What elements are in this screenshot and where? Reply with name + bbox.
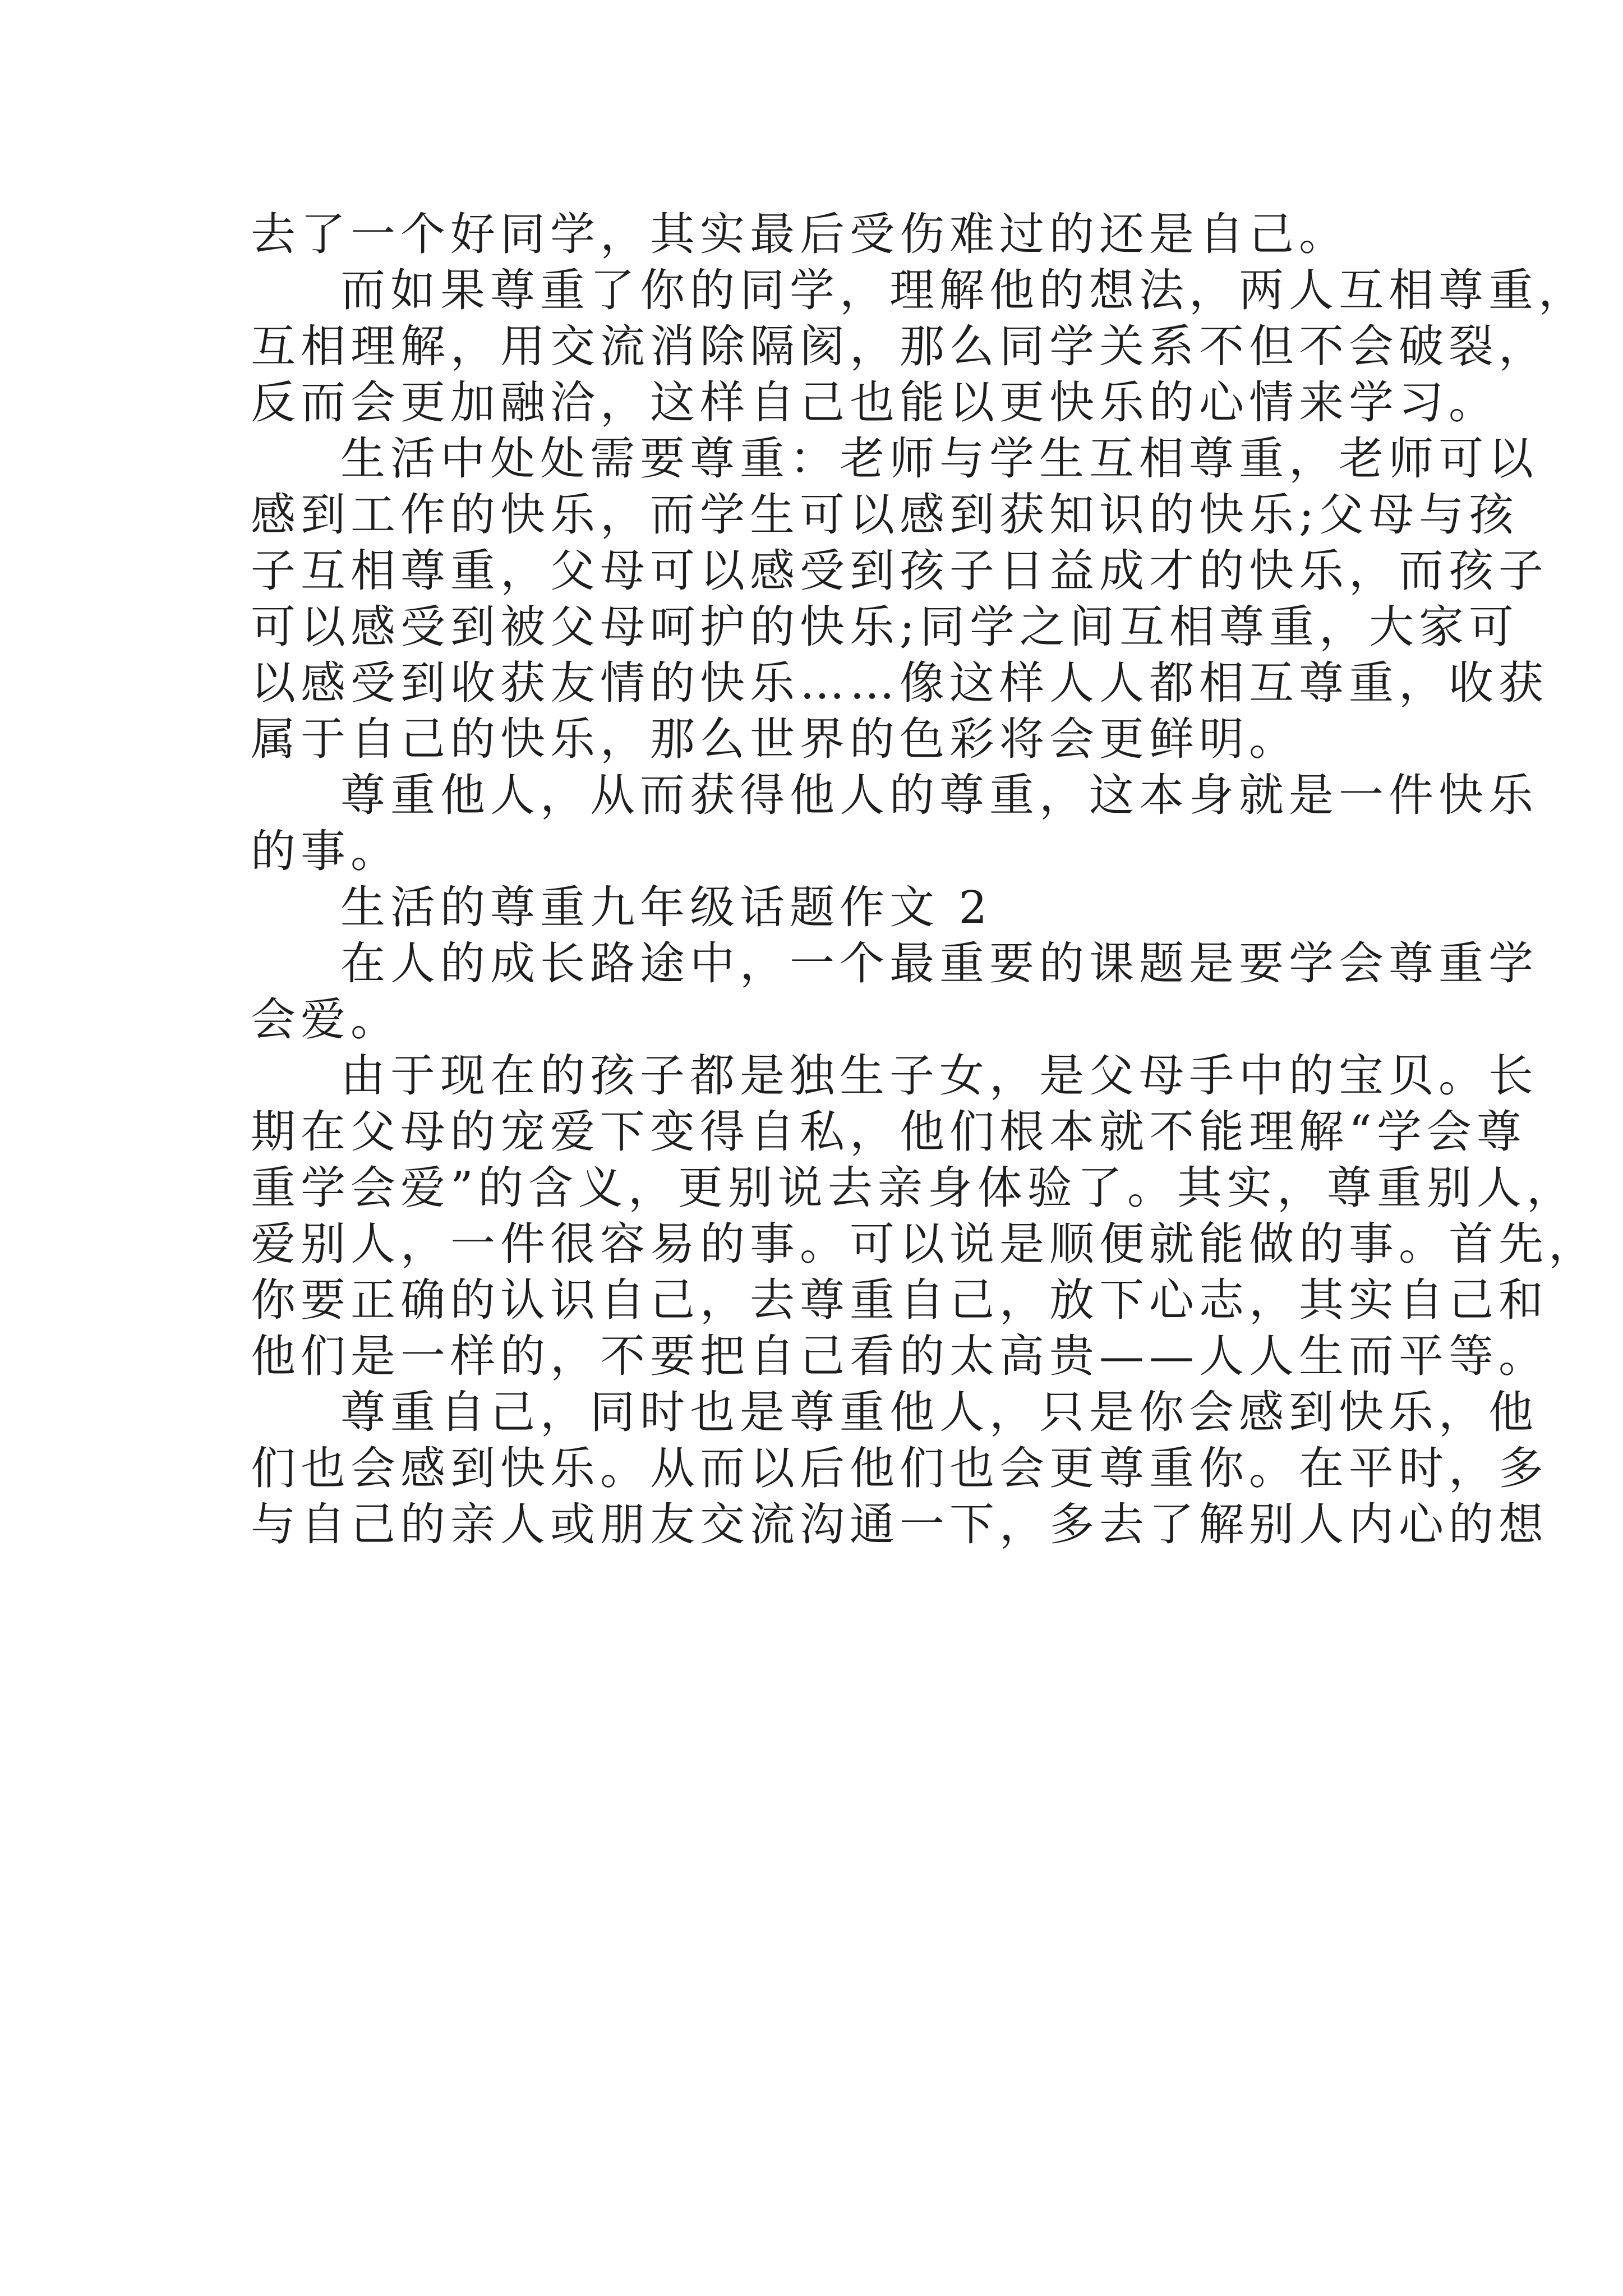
section-heading: 生活的尊重九年级话题作文 2	[340, 881, 993, 933]
text-line: 互相理解，用交流消除隔阂，那么同学关系不但不会破裂，	[251, 320, 1548, 372]
text-line: 爱别人，一件很容易的事。可以说是顺便就能做的事。首先，	[251, 1218, 1598, 1270]
text-line: 尊重自己，同时也是尊重他人，只是你会感到快乐，他	[340, 1386, 1538, 1438]
text-line: 属于自己的快乐，那么世界的色彩将会更鲜明。	[251, 713, 1299, 765]
text-line: 在人的成长路途中，一个最重要的课题是要学会尊重学	[340, 937, 1538, 990]
text-line: 去了一个好同学，其实最后受伤难过的还是自己。	[251, 208, 1349, 260]
text-line: 可以感受到被父母呵护的快乐;同学之间互相尊重，大家可	[251, 601, 1519, 653]
text-line: 的事。	[251, 825, 400, 877]
text-line: 生活中处处需要尊重：老师与学生互相尊重，老师可以	[340, 432, 1538, 485]
text-line: 子互相尊重，父母可以感受到孩子日益成才的快乐，而孩子	[251, 545, 1548, 597]
text-line: 与自己的亲人或朋友交流沟通一下，多去了解别人内心的想	[251, 1498, 1548, 1550]
text-line: 而如果尊重了你的同学，理解他的想法，两人互相尊重，	[340, 264, 1588, 316]
text-line: 会爱。	[251, 993, 400, 1046]
text-line: 由于现在的孩子都是独生子女，是父母手中的宝贝。长	[340, 1050, 1538, 1102]
text-line: 重学会爱”的含义，更别说去亲身体验了。其实，尊重别人，	[251, 1162, 1576, 1214]
text-line: 他们是一样的，不要把自己看的太高贵——人人生而平等。	[251, 1330, 1548, 1382]
text-line: 们也会感到快乐。从而以后他们也会更尊重你。在平时，多	[251, 1442, 1548, 1494]
text-line: 反而会更加融洽，这样自己也能以更快乐的心情来学习。	[251, 376, 1498, 429]
text-line: 你要正确的认识自己，去尊重自己，放下心志，其实自己和	[251, 1274, 1548, 1326]
text-line: 期在父母的宠爱下变得自私，他们根本就不能理解“学会尊	[251, 1106, 1527, 1158]
text-line: 尊重他人，从而获得他人的尊重，这本身就是一件快乐	[340, 769, 1538, 821]
text-line: 感到工作的快乐，而学生可以感到获知识的快乐;父母与孩	[251, 489, 1519, 541]
text-line: 以感受到收获友情的快乐……像这样人人都相互尊重，收获	[251, 657, 1548, 709]
